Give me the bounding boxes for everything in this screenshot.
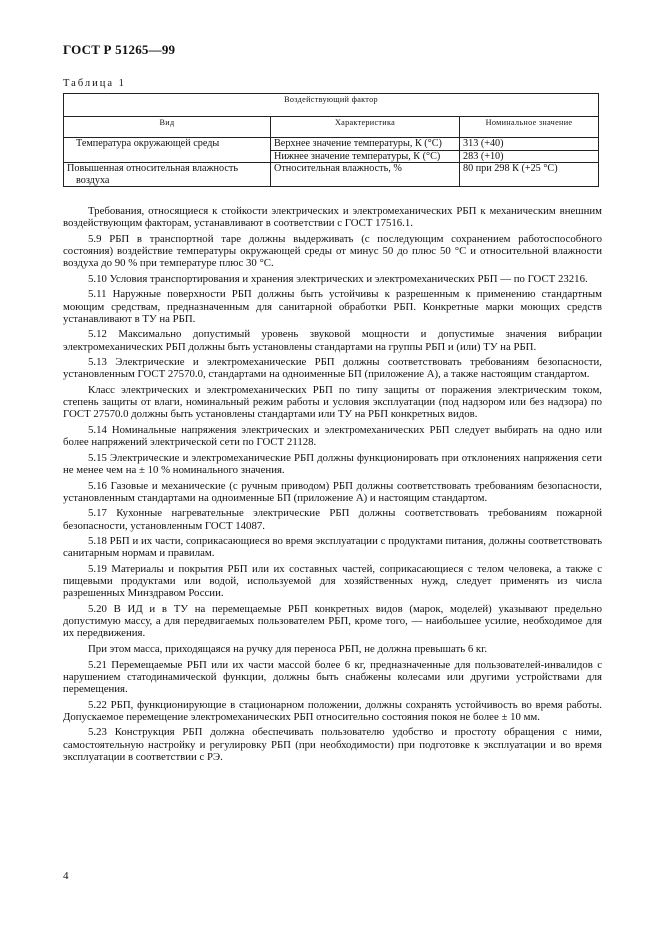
paragraph: 5.17 Кухонные нагревательные электрические РБП должны соответствовать требованиям пожарной безопасности, установленным ГОСТ 14087.: [63, 507, 602, 532]
table-group-header: Воздействующий фактор: [64, 94, 599, 117]
paragraph: 5.14 Номинальные напряжения электрических и электромеханических РБП следует выбирать на одно или более напряжений электрической сети по ГОСТ 21128.: [63, 423, 602, 449]
table-row: [64, 138, 599, 151]
column-header-type: Вид: [64, 117, 271, 138]
paragraph: 5.20 В ИД и в ТУ на перемещаемые РБП конкретных видов (марок, моделей) указывают предельно допустимую массу, а для передвигаемых пользователем РБП, кроме того, — наибольшее усилие, необходимое для их передвижения.: [63, 602, 602, 640]
standard-header: ГОСТ Р 51265—99: [63, 42, 176, 57]
paragraph: При этом масса, приходящаяся на ручку для переноса РБП, не должна превышать 6 кг.: [88, 642, 488, 655]
paragraph: 5.9 РБП в транспортной таре должны выдерживать (с последующим сохранением работоспособного состояния) воздействие температуры окружающей среды от минус 50 до плюс 50 °С и относительной влажности воздуха до 90 % при температуре плюс 30 °С.: [63, 232, 602, 270]
factors-table: [63, 93, 599, 187]
table-column-header-row: [64, 117, 599, 138]
table-row: [64, 163, 599, 187]
table-cell: Повышенная относительная влажность воздуха: [64, 163, 271, 187]
paragraph: 5.12 Максимально допустимый уровень звуковой мощности и допустимые значения вибрации электромеханических РБП должны быть установлены стандартами на группы РБП и (или) ТУ на РБП.: [63, 328, 602, 353]
paragraph: 5.13 Электрические и электромеханические РБП должны соответствовать требованиям безопасности, установленным ГОСТ 27570.0, стандартами на одноименные БП (приложение А), а также настоящим стандартом.: [63, 356, 602, 381]
paragraph: 5.10 Условия транспортирования и хранения электрических и электромеханических РБП — по ГОСТ 23216.: [88, 272, 588, 285]
table-cell: 313 (+40): [460, 138, 599, 151]
table-group-header-row: [64, 94, 599, 117]
body-text: [63, 205, 602, 766]
table-cell: Нижнее значение температуры, К (°С): [271, 150, 460, 163]
table-cell: Относительная влажность, %: [271, 163, 460, 187]
paragraph: 5.11 Наружные поверхности РБП должны быть устойчивы к разрешенным к применению стандартным моющим средствам, предназначенным для санитарной обработки РБП. Конкретные марки моющих средств устанавливают в ТУ на РБП.: [63, 288, 602, 325]
paragraph: 5.18 РБП и их части, соприкасающиеся во время эксплуатации с продуктами питания, должны соответствовать санитарным нормам и правилам.: [63, 535, 602, 560]
paragraph: 5.22 РБП, функционирующие в стационарном положении, должны сохранять устойчивость во время работы. Допускаемое перемещение электромеханических РБП относительно состояния покоя не более ± 10 мм.: [63, 698, 602, 723]
table-cell: 80 при 298 К (+25 °С): [460, 163, 599, 187]
paragraph: 5.23 Конструкция РБП должна обеспечивать пользователю удобство и простоту обращения с ними, самостоятельную настройку и регулировку РБП (при необходимости) при подготовке к эксплуатации и во время эксплуатации в соответствии с РЭ.: [63, 726, 602, 763]
page-number: 4: [63, 870, 69, 882]
table-caption: Таблица 1: [63, 78, 126, 89]
column-header-characteristic: Характеристика: [271, 117, 460, 138]
paragraph: 5.16 Газовые и механические (с ручным приводом) РБП должны соответствовать требованиям безопасности, установленным стандартами на одноименные БП (приложение А) и настоящим стандартом.: [63, 479, 602, 504]
paragraph: Класс электрических и электромеханических РБП по типу защиты от поражения электрическим током, степень защиты от влаги, номинальный режим работы и условия эксплуатации (под надзором или без надзора) по ГОСТ 27570.0 должны быть установлены стандартами или ТУ на РБП конкретных видов.: [63, 383, 602, 421]
paragraph: 5.21 Перемещаемые РБП или их части массой более 6 кг, предназначенные для пользователей-инвалидов с нарушением статодинамической функции, должны быть снабжены колесами или другими устройствами для перемещения.: [63, 658, 602, 695]
paragraph: 5.19 Материалы и покрытия РБП или их составных частей, соприкасающиеся с телом человека, а также с пищевыми продуктами или водой, используемой для хозяйственных нужд, следует применять из числа разрешенных Минздравом России.: [63, 562, 602, 600]
table-cell: 283 (+10): [460, 150, 599, 163]
paragraph: Требования, относящиеся к стойкости электрических и электромеханических РБП к механическим внешним воздействующим факторам, устанавливают в соответствии с ГОСТ 17516.1.: [63, 205, 602, 230]
table-cell: Температура окружающей среды: [64, 138, 271, 163]
column-header-nominal: Номинальное значение: [460, 117, 599, 138]
paragraph: 5.15 Электрические и электромеханические РБП должны функционировать при отклонениях напряжения сети не менее чем на ± 10 % номинального значения.: [63, 451, 602, 476]
table-cell: Верхнее значение температуры, К (°С): [271, 138, 460, 151]
